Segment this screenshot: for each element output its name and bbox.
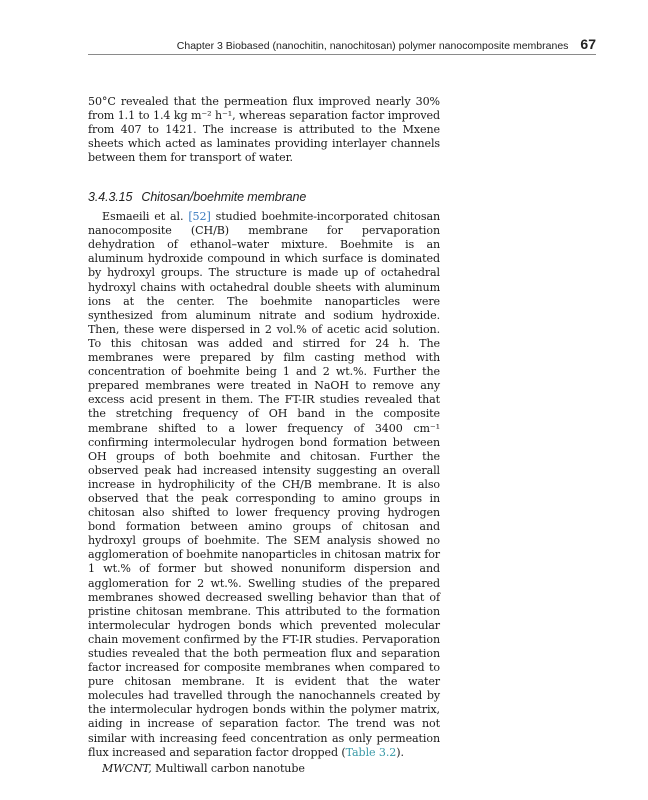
table-footnote [88, 762, 440, 776]
footnote-expansion: Multiwall carbon nanotube [151, 761, 305, 775]
section-number: 3.4.3.15 [88, 190, 133, 204]
paragraph-text: 50°C revealed that the permeation flux improved nearly 30% from 1.1 to 1.4 kg m⁻² h⁻¹, whereas separation factor improved from 407 to 1421. The increase is attributed to the Mxene sheets which acted as laminates providing interlayer channels between them for transport of water. [88, 95, 440, 165]
table-reference-link[interactable]: Table 3.2 [345, 745, 397, 759]
continued-paragraph [88, 95, 440, 165]
section-title: Chitosan/boehmite membrane [141, 190, 307, 204]
running-header [88, 36, 596, 52]
footnote-abbreviation: MWCNT, [102, 761, 152, 775]
page-number: 67 [580, 36, 596, 52]
chapter-title: Chapter 3 Biobased (nanochitin, nanochitosan) polymer nanocomposite membranes [176, 40, 569, 52]
paragraph-text-start: Esmaeili et al. [102, 210, 189, 224]
section-chitosan-boehmite [88, 190, 440, 776]
header-rule [88, 54, 596, 55]
section-heading [88, 190, 440, 204]
section-paragraph [88, 210, 440, 760]
citation-link[interactable]: [52] [188, 210, 211, 224]
paragraph-text-end: ). [396, 745, 404, 759]
paragraph-text-body: studied boehmite-incorporated chitosan nanocomposite (CH/B) membrane for pervaporation dehydration of ethanol–water mixture. Boehmite is an aluminum hydroxide compound in which surface is dominated by hydroxyl groups. The structure is made up of octahedral hydroxyl chains with octahedral double sheets with aluminum ions at the center. The boehmite nanoparticles were synthesized from aluminum nitrate and sodium hydroxide. Then, these were dispersed in 2 vol.% of acetic acid solution. To this chitosan was added and stirred for 24 h. The membranes were prepared by film casting method with concentration of boehmite being 1 and 2 wt.%. Further the prepared membranes were treated in NaOH to remove any excess acid present in them. The FT-IR studies revealed that the stretching frequency of OH band in the composite membrane shifted to a lower frequency of 3400 cm⁻¹ confirming intermolecular hydrogen bond formation between OH groups of both boehmite and chitosan. Further the observed peak had increased intensity suggesting an overall increase in hydrophilicity of the CH/B membrane. It is also observed that the peak corresponding to amino groups in chitosan also shifted to lower frequency proving hydrogen bond formation between amino groups of chitosan and hydroxyl groups of boehmite. The SEM analysis showed no agglomeration of boehmite nanoparticles in chitosan matrix for 1 wt.% of former but showed nonuniform dispersion and agglomeration for 2 wt.%. Swelling studies of the prepared membranes showed decreased swelling behavior than that of pristine chitosan membrane. This attributed to the formation intermolecular hydrogen bonds which prevented molecular chain movement confirmed by the FT-IR studies. Pervaporation studies revealed that the both permeation flux and separation factor increased for composite membranes when compared to pure chitosan membrane. It is evident that the water molecules had travelled through the nanochannels created by the intermolecular hydrogen bonds within the polymer matrix, aiding in increase of separation factor. The trend was not similar with increasing feed concentration as only permeation flux increased and separation factor dropped ( [88, 210, 440, 759]
